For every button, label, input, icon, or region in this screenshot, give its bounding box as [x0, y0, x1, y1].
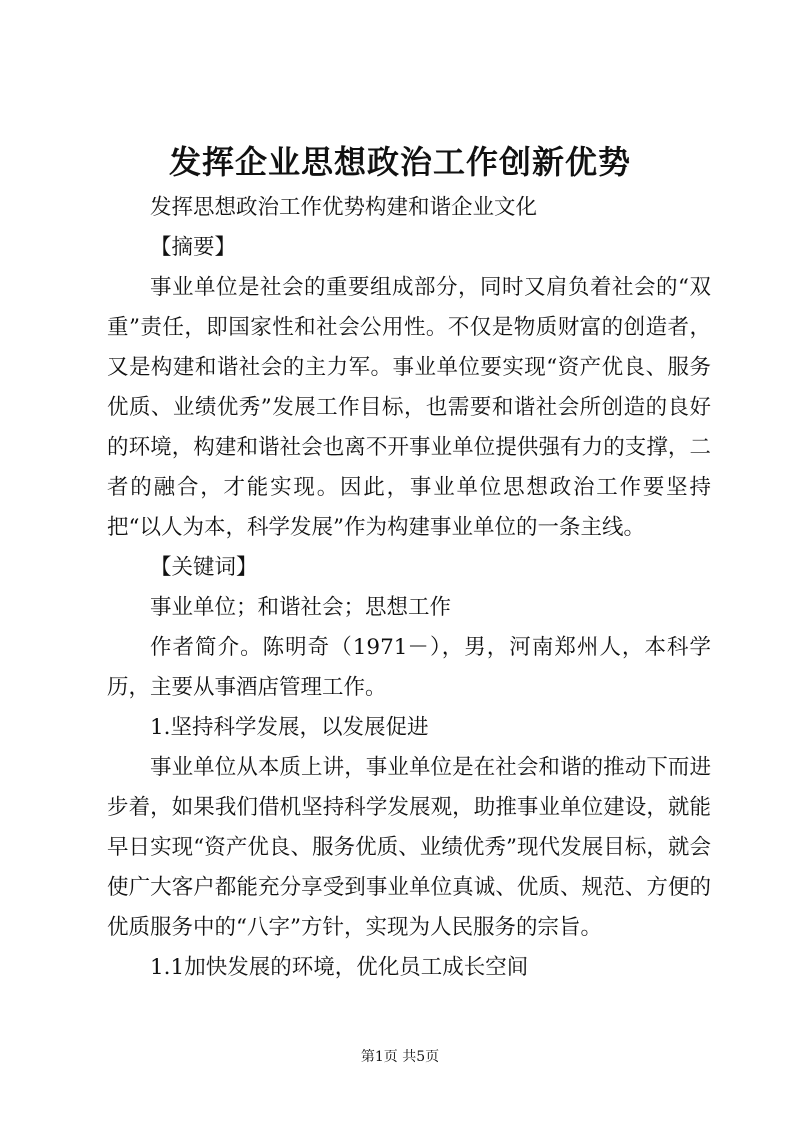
keywords-paragraph: 事业单位；和谐社会；思想工作	[150, 595, 452, 620]
subtitle-paragraph: 发挥思想政治工作优势构建和谐企业文化	[150, 195, 538, 220]
section-paragraph-1: 事业单位从本质上讲，事业单位是在社会和谐的推动下而进步着，如果我们借机坚持科学发展观，助推事业单位建设，就能早日实现“资产优良、服务优质、业绩优秀”现代发展目标，就会使广大客户都能充分享受到事业单位真诚、优质、规范、方便的优质服务中的“八字”方针，实现为人民服务的宗旨。	[107, 755, 711, 940]
keywords-heading: 【关键词】	[150, 555, 258, 580]
abstract-heading: 【摘要】	[150, 235, 237, 260]
subsection-heading-1-1: 1.1加快发展的环境，优化员工成长空间	[150, 955, 529, 980]
document-body	[107, 188, 711, 988]
author-paragraph: 作者简介。陈明奇（1971－），男，河南郑州人，本科学历，主要从事酒店管理工作。	[107, 635, 711, 700]
section-heading-1: 1.坚持科学发展，以发展促进	[150, 715, 429, 740]
page-footer: 第1页 共5页	[360, 1049, 440, 1065]
document-title: 发挥企业思想政治工作创新优势	[168, 143, 631, 181]
abstract-paragraph: 事业单位是社会的重要组成部分，同时又肩负着社会的“双重”责任，即国家性和社会公用性。不仅是物质财富的创造者，又是构建和谐社会的主力军。事业单位要实现“资产优良、服务优质、业绩优秀”发展工作目标，也需要和谐社会所创造的良好的环境，构建和谐社会也离不开事业单位提供强有力的支撑，二者的融合，才能实现。因此，事业单位思想政治工作要坚持把“以人为本，科学发展”作为构建事业单位的一条主线。	[107, 275, 711, 540]
